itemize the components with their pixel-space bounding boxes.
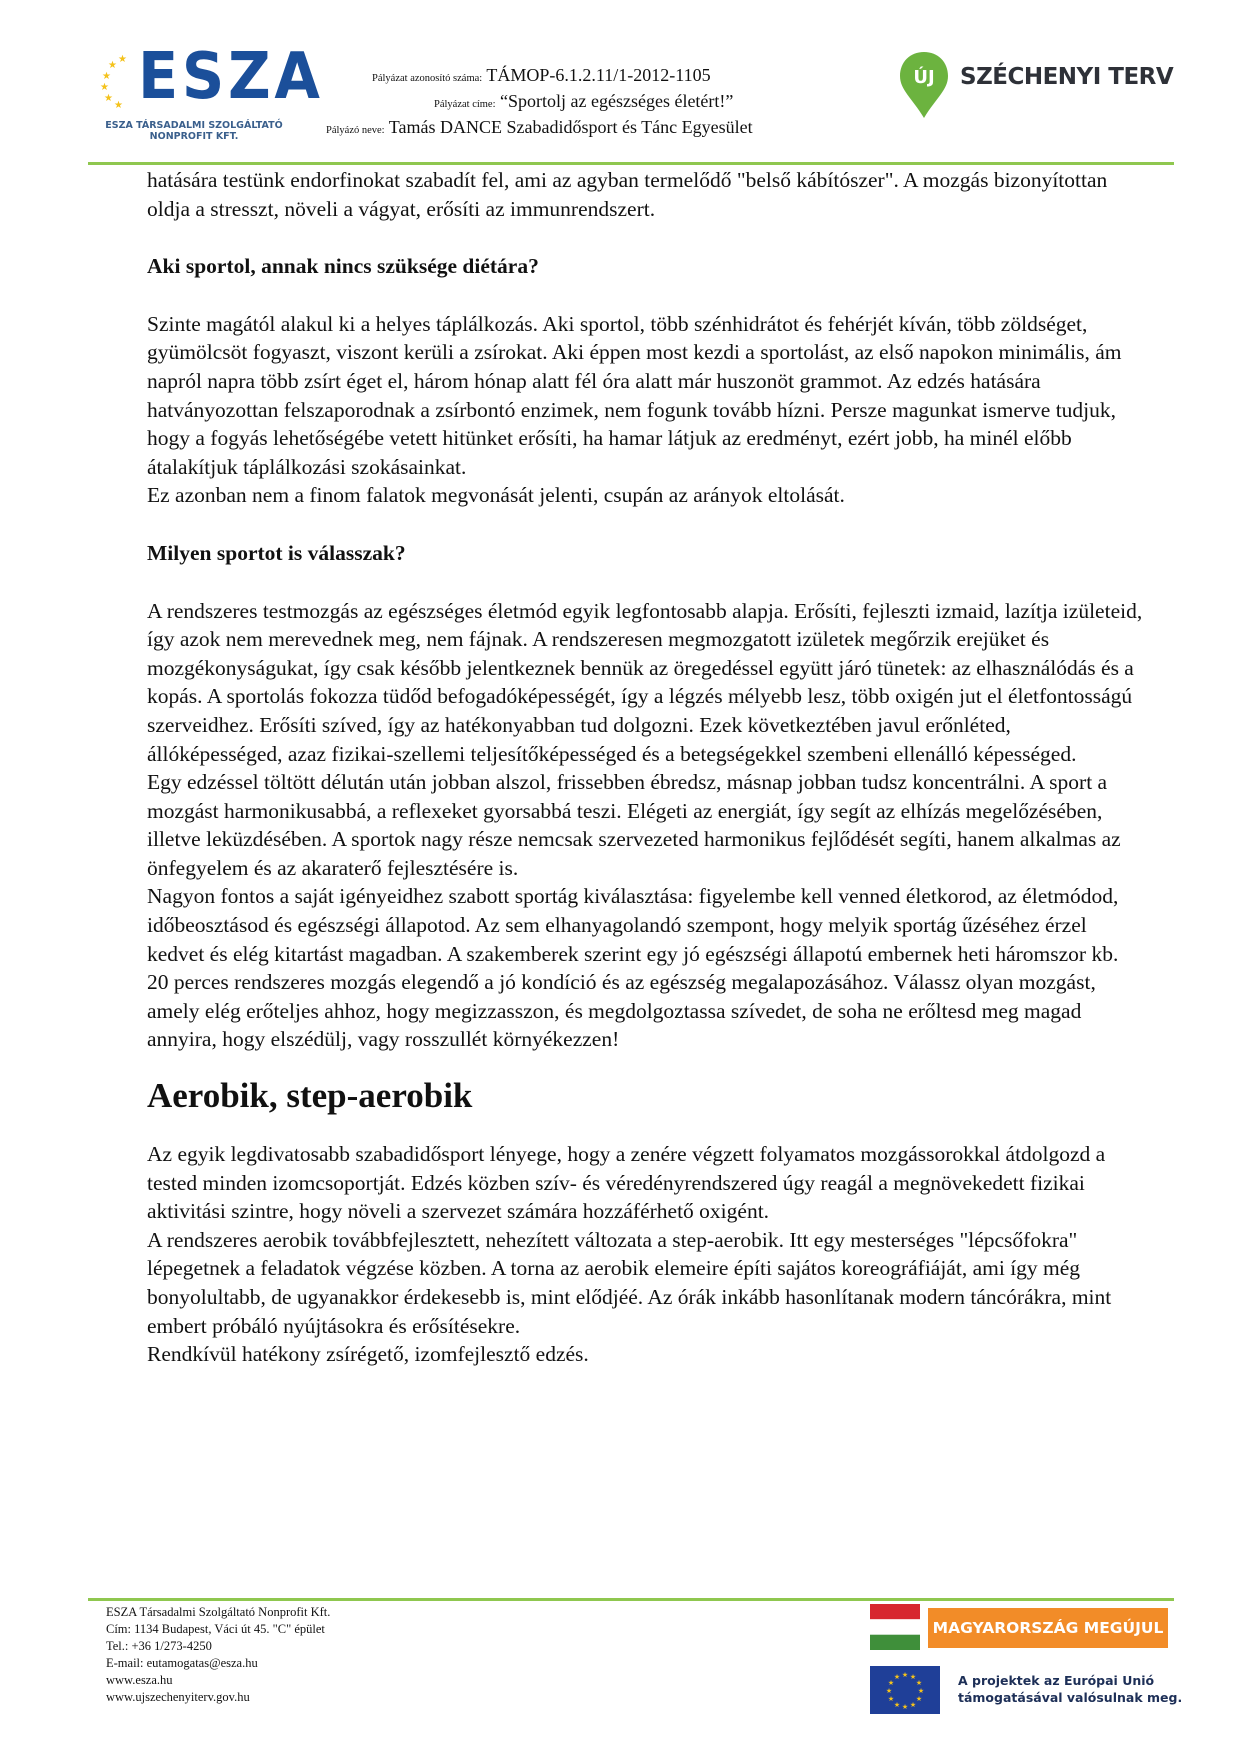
eu-support-logo bbox=[870, 1666, 1190, 1716]
page-header bbox=[0, 0, 1241, 170]
applicant-value: Tamás DANCE Szabadidősport és Tánc Egyesület bbox=[388, 117, 753, 137]
esza-logo bbox=[100, 40, 324, 148]
footer-website[interactable]: www.esza.hu bbox=[106, 1673, 173, 1687]
hungarian-flag-icon bbox=[870, 1604, 920, 1650]
paragraph: Rendkívül hatékony zsírégető, izomfejlesztő edzés. bbox=[147, 1342, 589, 1367]
svg-text:★: ★ bbox=[118, 54, 127, 65]
question-heading: Milyen sportot is válasszak? bbox=[147, 540, 406, 565]
esza-subtitle: ESZA TÁRSADALMI SZOLGÁLTATÓ NONPROFIT KFT. bbox=[105, 120, 283, 142]
esza-wordmark: ESZA bbox=[138, 40, 324, 114]
paragraph: hatására testünk endorfinokat szabadít fel, ami az agyban termelődő "belső kábítószer". A mozgás bizonyítottan oldja a stresszt, növeli a vágyat, erősíti az immunrendszert. bbox=[147, 168, 1108, 221]
svg-text:★: ★ bbox=[104, 93, 113, 104]
svg-text:★: ★ bbox=[909, 1673, 917, 1681]
paragraph: Ez azonban nem a finom falatok megvonását jelenti, csupán az arányok eltolását. bbox=[147, 483, 845, 508]
szechenyi-wordmark: SZÉCHENYI TERV bbox=[960, 64, 1174, 90]
spacer bbox=[147, 510, 1145, 539]
paragraph: Az egyik legdivatosabb szabadidősport lényege, hogy a zenére végzett folyamatos mozgássorokkal átdolgozd a tested minden izomcsoportját. Edzés közben szív- és véredényrendszered úgy reagál a megnövekedett fizikai aktivitási szintre, hogy növeli a szervezet számára hozzáférhető oxigént. bbox=[147, 1142, 1106, 1224]
applicant-row bbox=[316, 116, 856, 142]
svg-text:★: ★ bbox=[901, 1671, 909, 1679]
svg-text:★: ★ bbox=[887, 1679, 895, 1687]
svg-text:★: ★ bbox=[893, 1673, 901, 1681]
eu-support-text: A projektek az Európai Unió támogatásával valósulnak meg. bbox=[958, 1673, 1183, 1705]
spacer bbox=[147, 223, 1145, 252]
question-heading: Aki sportol, annak nincs szüksége diétára? bbox=[147, 254, 539, 279]
project-id-label: Pályázat azonosító száma: bbox=[372, 73, 483, 84]
svg-text:★: ★ bbox=[102, 71, 111, 82]
svg-text:★: ★ bbox=[887, 1695, 895, 1703]
project-info bbox=[316, 64, 856, 142]
map-pin-icon bbox=[898, 50, 950, 120]
spacer bbox=[147, 281, 1145, 310]
paragraph: Nagyon fontos a saját igényeidhez szabott sportág kiválasztása: figyelembe kell venned életkorod, az életmódod, időbeosztásod és egészségi állapotod. Az sem elhanyagolandó szempont, hogy melyik sportág űzéséhez érzel kedvet és elég kitartást magadban. A szakemberek szerint egy jó egészségi állapotú embernek heti háromszor kb. 20 perces rendszeres mozgás elegendő a jó kondíció és az egészség megalapozásához. Válassz olyan mozgást, amely elég erőteljes ahhoz, hogy megizzasszon, és megdolgoztassa szívedet, de soha ne erőltesd meg magad annyira, hogy elszédülj, vagy rosszullét környékezzen! bbox=[147, 884, 1119, 1052]
footer-address: Cím: 1134 Budapest, Váci út 45. "C" épület bbox=[106, 1622, 325, 1636]
project-title-label: Pályázat címe: bbox=[434, 99, 496, 110]
applicant-label: Pályázó neve: bbox=[326, 125, 385, 136]
project-title-value: “Sportolj az egészséges életért!” bbox=[500, 91, 734, 111]
eu-flag-icon bbox=[870, 1666, 940, 1714]
svg-text:★: ★ bbox=[100, 82, 109, 93]
footer-website[interactable]: www.ujszechenyiterv.gov.hu bbox=[106, 1690, 250, 1704]
footer-email[interactable]: E-mail: eutamogatas@esza.hu bbox=[106, 1656, 258, 1670]
project-title-row bbox=[316, 90, 856, 116]
footer-org: ESZA Társadalmi Szolgáltató Nonprofit Kft. bbox=[106, 1605, 331, 1619]
footer-contact bbox=[106, 1604, 426, 1706]
szechenyi-terv-logo bbox=[898, 50, 1178, 130]
svg-text:★: ★ bbox=[885, 1687, 893, 1695]
article-body bbox=[147, 166, 1145, 1369]
paragraph: A rendszeres aerobik továbbfejlesztett, nehezített változata a step-aerobik. Itt egy mesterséges "lépcsőfokra" lépegetnek a feladatok végzése közben. A torna az aerobik elemeire építi sajátos koreográfiáját, ami így még bonyolultabb, de ugyanakkor érdekesebb is, mint elődjéé. Az órák inkább hasonlítanak modern táncórákra, mint embert próbáló nyújtásokra és erősítésekre. bbox=[147, 1227, 1112, 1338]
svg-text:★: ★ bbox=[917, 1687, 925, 1695]
spacer bbox=[147, 568, 1145, 597]
magyarorszag-megujul-logo bbox=[870, 1604, 1170, 1654]
svg-text:★: ★ bbox=[114, 100, 123, 108]
svg-text:★: ★ bbox=[915, 1695, 923, 1703]
magyarorszag-megujul-label: MAGYARORSZÁG MEGÚJUL bbox=[928, 1608, 1168, 1648]
svg-text:★: ★ bbox=[901, 1703, 909, 1711]
footer-phone: Tel.: +36 1/273-4250 bbox=[106, 1639, 212, 1653]
svg-text:★: ★ bbox=[909, 1701, 917, 1709]
project-id-row bbox=[316, 64, 856, 90]
svg-text:★: ★ bbox=[893, 1701, 901, 1709]
paragraph: A rendszeres testmozgás az egészséges életmód egyik legfontosabb alapja. Erősíti, fejleszti izmaid, lazítja izületeid, így azok nem merevednek meg, nem fájnak. A rendszeresen megmozgatott izületek megőrzik erejüket és mozgékonyságukat, így csak később jelentkeznek bennük az öregedéssel együtt járó tünetek: az elhasználódás és a kopás. A sportolás fokozza tüdőd befogadóképességét, így a légzés mélyebb lesz, több oxigén jut el életfontosságú szerveidhez. Erősíti szíved, így az hatékonyabban tud dolgozni. Ezek következtében javul erőnléted, állóképességed, azaz fizikai-szellemi teljesítőképességed és a betegségekkel szembeni ellenálló képességed. bbox=[147, 598, 1143, 766]
header-divider bbox=[88, 162, 1174, 165]
svg-text:★: ★ bbox=[915, 1679, 923, 1687]
footer-divider bbox=[88, 1598, 1174, 1601]
svg-text:★: ★ bbox=[108, 60, 117, 71]
paragraph: Egy edzéssel töltött délután után jobban alszol, frissebben ébredsz, másnap jobban tudsz koncentrálni. A sport a mozgást harmonikusabbá, a reflexeket gyorsabbá teszi. Elégeti az energiát, így segít az elhízás megelőzésében, illetve leküzdésében. A sportok nagy része nemcsak szervezeted harmonikus fejlődését segíti, hanem alkalmas az önfegyelem és az akaraterő fejlesztésére is. bbox=[147, 770, 1121, 880]
pin-label: ÚJ bbox=[913, 67, 935, 88]
section-heading: Aerobik, step-aerobik bbox=[147, 1076, 473, 1116]
project-id-value: TÁMOP-6.1.2.11/1-2012-1105 bbox=[486, 65, 711, 85]
paragraph: Szinte magától alakul ki a helyes táplálkozás. Aki sportol, több szénhidrátot és fehérjét kíván, több zöldséget, gyümölcsöt fogyaszt, viszont kerüli a zsírokat. Aki éppen most kezdi a sportolást, az első napokon minimális, ám napról napra több zsírt éget el, három hónap alatt fél óra alatt már huszonöt grammot. Az edzés hatására hatványozottan felszaporodnak a zsírbontó enzimek, nem fogunk tovább hízni. Persze magunkat ismerve tudjuk, hogy a fogyás lehetőségébe vetett hitünket erősíti, ha hamar látjuk az eredményt, ezért jobb, ha minél előbb átalakítjuk táplálkozási szokásainkat. bbox=[147, 311, 1122, 479]
